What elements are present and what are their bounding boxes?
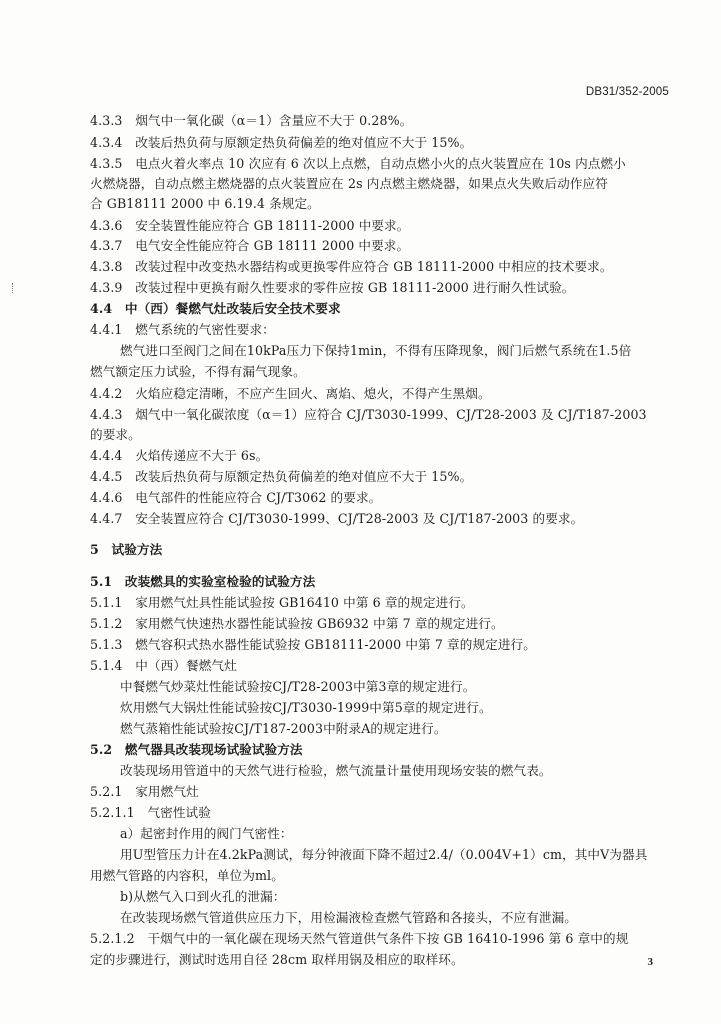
- clause-4-3-4: 4.3.4 改装后热负荷与原额定热负荷偏差的绝对值应不大于 15%。: [90, 135, 473, 150]
- clause-4-3-5-cont-1: 火燃烧器，自动点燃主燃烧器的点火装置应在 2s 内点燃主燃烧器，如果点火失败后动作应符: [90, 176, 608, 191]
- clause-4-3-6: 4.3.6 安全装置性能应符合 GB 18111-2000 中要求。: [90, 218, 410, 233]
- section-5-1-heading: 5.1 改装燃具的实验室检验的试验方法: [90, 574, 316, 589]
- clause-5-1-4-item-3: 燃气蒸箱性能试验按CJ/T187-2003中附录A的规定进行。: [120, 721, 447, 736]
- clause-5-2-1-2-cont: 定的步骤进行，测试时选用自径 28cm 取样用锅及相应的取样环。: [90, 952, 464, 967]
- clause-5-1-4-item-2: 炊用燃气大锅灶性能试验按CJ/T3030-1999中第5章的规定进行。: [120, 700, 492, 715]
- clause-4-3-9: 4.3.9 改装过程中更换有耐久性要求的零件应按 GB 18111-2000 进行耐久性试验。: [90, 280, 575, 295]
- section-4-4-heading: 4.4 中（西）餐燃气灶改装后安全技术要求: [90, 301, 341, 316]
- clause-5-1-2: 5.1.2 家用燃气快速热水器性能试验按 GB6932 中第 7 章的规定进行。: [90, 616, 504, 631]
- clause-5-1-4-item-1: 中餐燃气炒菜灶性能试验按CJ/T28-2003中第3章的规定进行。: [120, 679, 476, 694]
- clause-5-1-4: 5.1.4 中（西）餐燃气灶: [90, 658, 237, 673]
- section-5-heading: 5 试验方法: [90, 542, 163, 557]
- clause-4-4-3: 4.4.3 烟气中一氧化碳浓度（α＝1）应符合 CJ/T3030-1999、CJ/T28-2003 及 CJ/T187-2003: [90, 407, 647, 422]
- clause-5-1-1: 5.1.1 家用燃气灶具性能试验按 GB16410 中第 6 章的规定进行。: [90, 595, 474, 610]
- clause-5-2-1-1-b-body: 在改装现场燃气管道供应压力下，用检漏液检查燃气管路和各接头，不应有泄漏。: [120, 910, 577, 925]
- clause-4-4-2: 4.4.2 火焰应稳定清晰，不应产生回火、离焰、熄火，不得产生黑烟。: [90, 386, 491, 401]
- clause-4-4-3-cont: 的要求。: [90, 427, 141, 442]
- margin-mark: [12, 283, 15, 293]
- clause-4-4-1-body-1: 燃气进口至阀门之间在10kPa压力下保持1min，不得有压降现象，阀门后燃气系统在1.5倍: [120, 343, 632, 358]
- clause-5-2-1-1-b: b)从燃气入口到火孔的泄漏：: [120, 889, 286, 904]
- clause-4-4-1-body-2: 燃气额定压力试验，不得有漏气现象。: [90, 364, 306, 379]
- clause-4-4-7: 4.4.7 安全装置应符合 CJ/T3030-1999、CJ/T28-2003 及 CJ/T187-2003 的要求。: [90, 511, 584, 526]
- clause-4-4-5: 4.4.5 改装后热负荷与原额定热负荷偏差的绝对值应不大于 15%。: [90, 469, 473, 484]
- clause-4-3-5-cont-2: 合 GB18111 2000 中 6.19.4 条规定。: [90, 196, 320, 211]
- clause-4-3-7: 4.3.7 电气安全性能应符合 GB 18111 2000 中要求。: [90, 238, 410, 253]
- clause-4-4-6: 4.4.6 电气部件的性能应符合 CJ/T3062 的要求。: [90, 490, 382, 505]
- clause-4-4-1: 4.4.1 燃气系统的气密性要求：: [90, 322, 275, 337]
- clause-5-2-1-1-a-body-2: 用燃气管路的内容积，单位为ml。: [90, 868, 284, 883]
- clause-4-3-5: 4.3.5 电点火着火率点 10 次应有 6 次以上点燃，自动点燃小火的点火装置应在 10s 内点燃小: [90, 156, 626, 171]
- clause-5-2-1-2: 5.2.1.2 干烟气中的一氧化碳在现场天然气管道供气条件下按 GB 16410-1996 第 6 章中的规: [90, 931, 629, 946]
- section-5-2-heading: 5.2 燃气器具改装现场试验试验方法: [90, 742, 303, 757]
- clause-5-2-1: 5.2.1 家用燃气灶: [90, 784, 199, 799]
- page-number: 3: [647, 956, 653, 968]
- clause-5-1-3: 5.1.3 燃气容积式热水器性能试验按 GB18111-2000 中第 7 章的规定进行。: [90, 637, 536, 652]
- standard-code: DB31/352-2005: [585, 86, 669, 98]
- clause-5-2-1-1-a-body-1: 用U型管压力计在4.2kPa测试，每分钟液面下降不超过2.4/（0.004V+1）cm，其中V为器具: [120, 847, 648, 862]
- clause-4-3-8: 4.3.8 改装过程中改变热水器结构或更换零件应符合 GB 18111-2000 中相应的技术要求。: [90, 259, 613, 274]
- clause-4-3-3: 4.3.3 烟气中一氧化碳（α＝1）含量应不大于 0.28%。: [90, 113, 413, 128]
- clause-5-2-intro: 改装现场用管道中的天然气进行检验，燃气流量计量使用现场安装的燃气表。: [120, 763, 552, 778]
- clause-4-4-4: 4.4.4 火焰传递应不大于 6s。: [90, 448, 269, 463]
- clause-5-2-1-1: 5.2.1.1 气密性试验: [90, 805, 211, 820]
- clause-5-2-1-1-a: a）起密封作用的阀门气密性：: [120, 826, 293, 841]
